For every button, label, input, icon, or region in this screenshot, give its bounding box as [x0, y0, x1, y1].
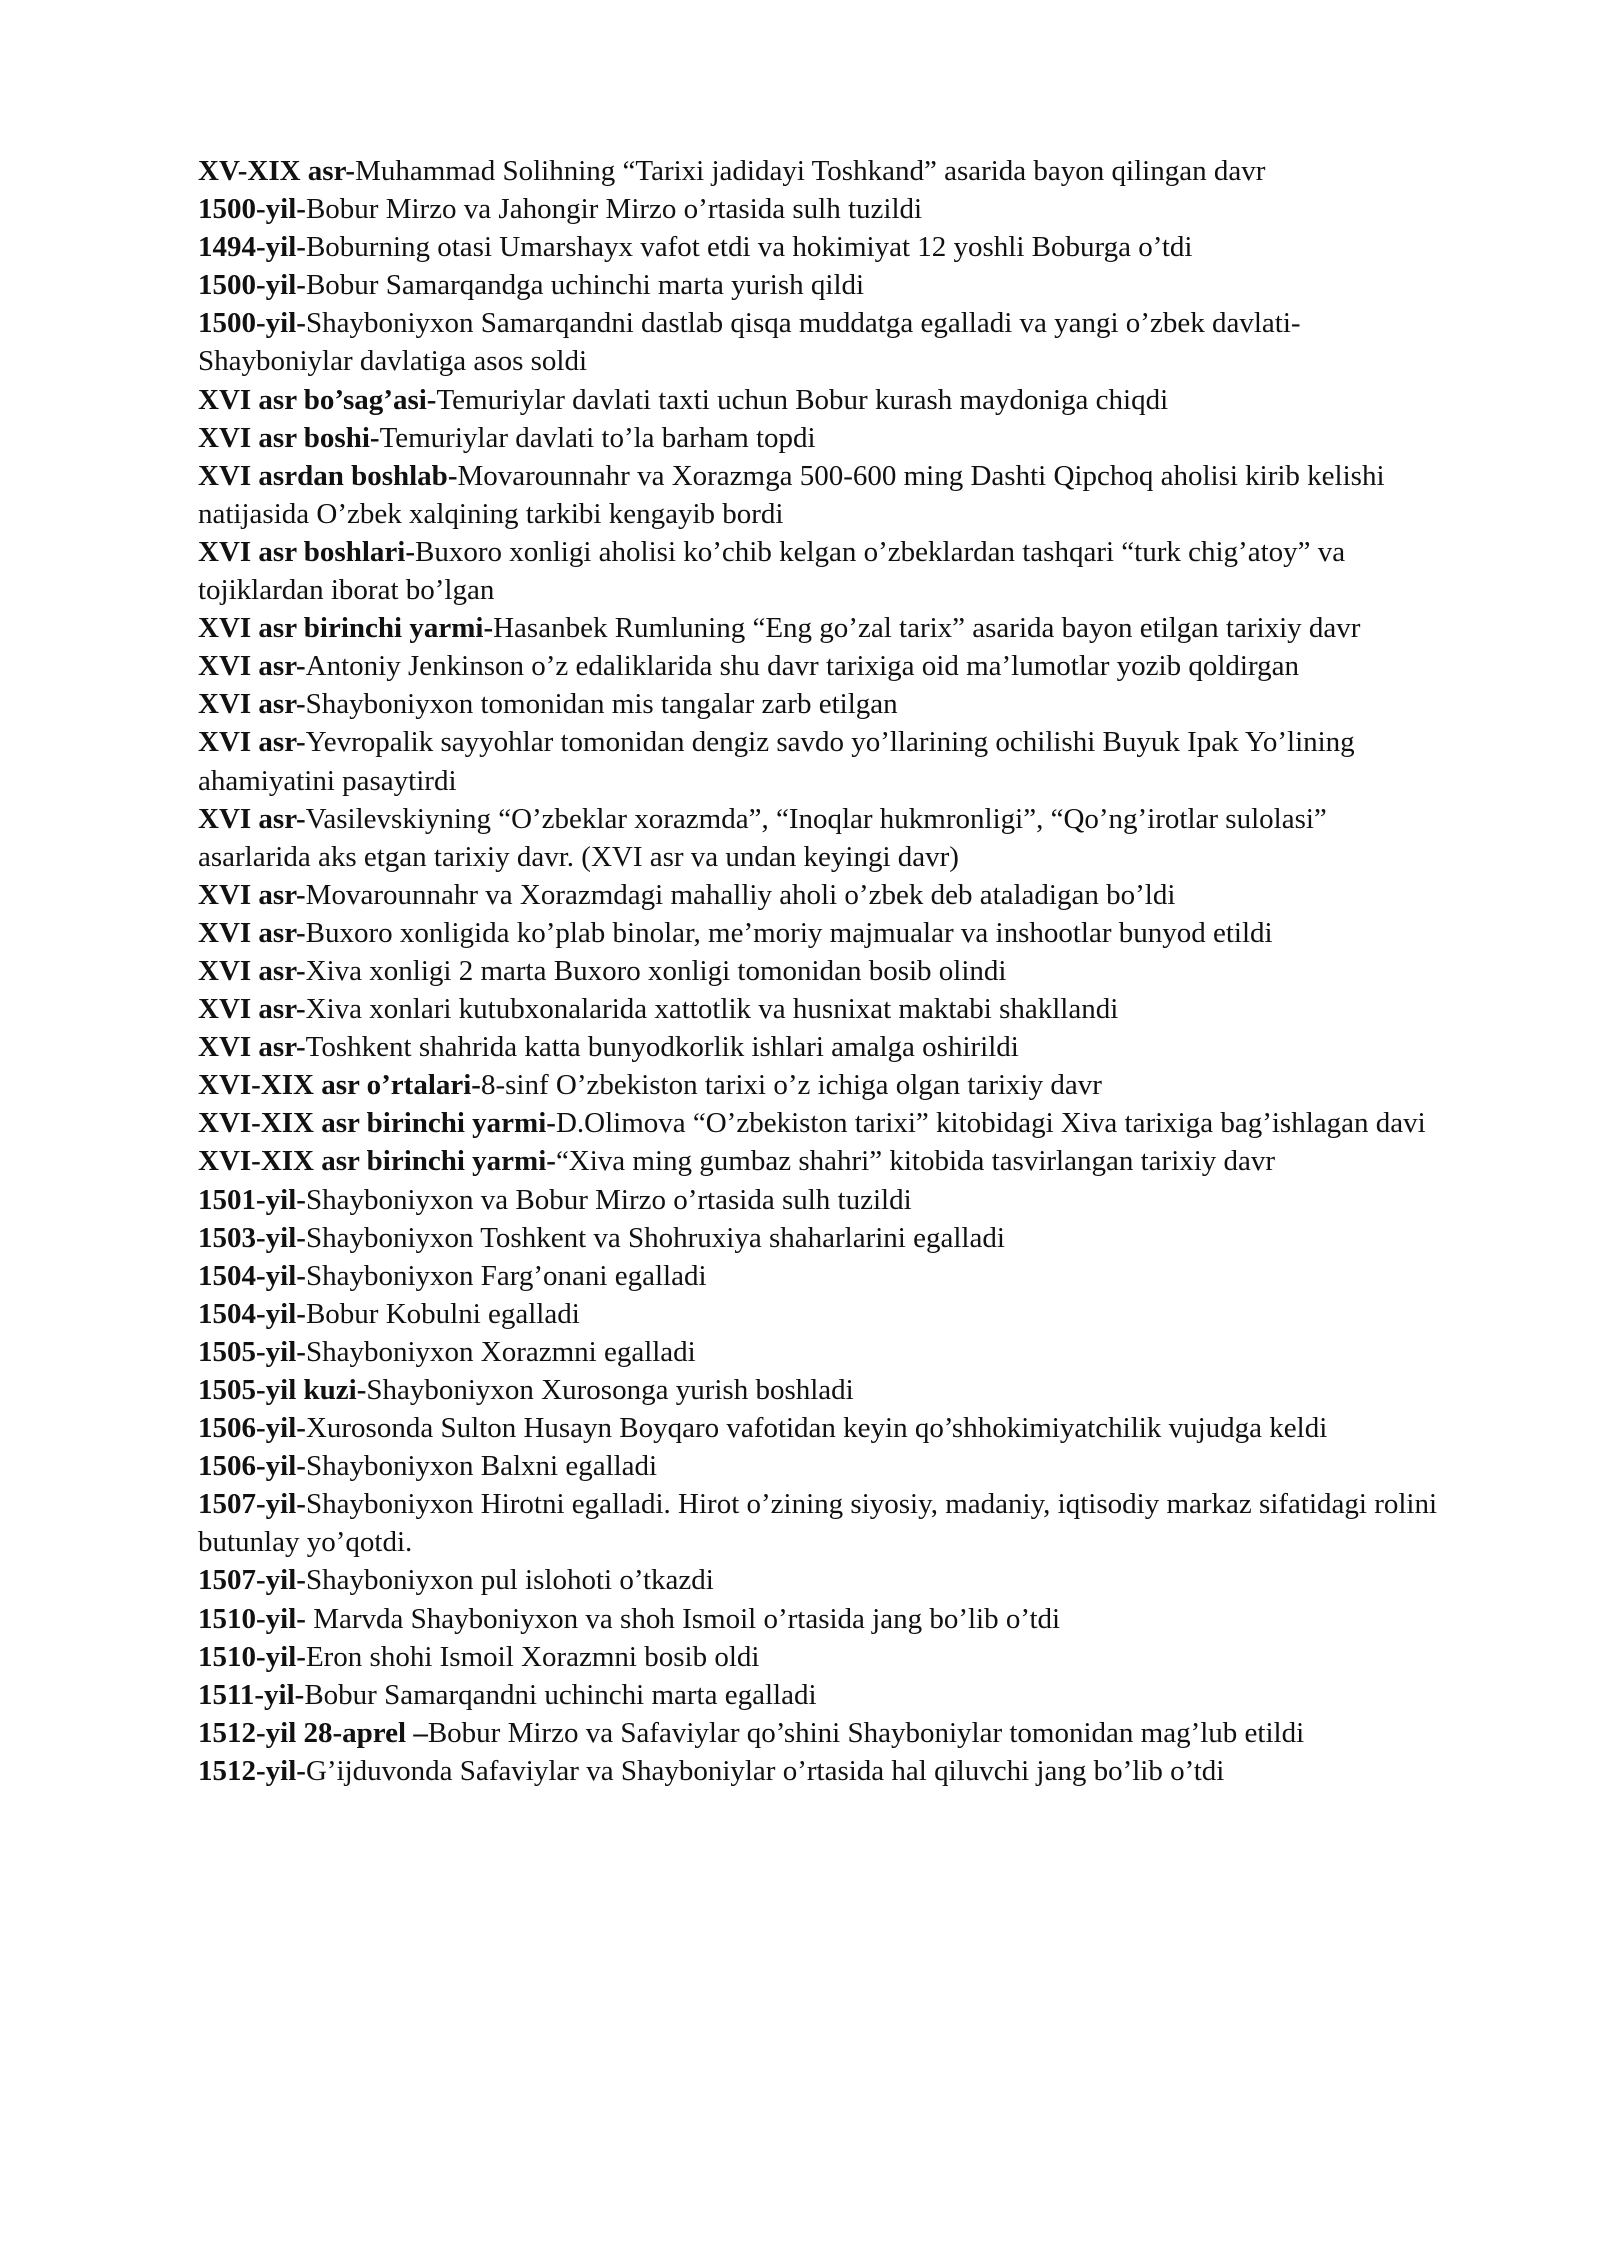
entry-text: “Xiva ming gumbaz shahri” kitobida tasvirlangan tarixiy davr	[555, 1145, 1276, 1178]
entry-text: Temuriylar davlati taxti uchun Bobur kurash maydoniga chiqdi	[436, 383, 1169, 416]
entry-text: Shayboniyxon Xurosonga yurish boshladi	[366, 1374, 854, 1406]
entry-date: 1510-yil-	[198, 1602, 306, 1635]
chronology-entry	[198, 152, 1438, 190]
entry-date: 1505-yil-	[198, 1335, 306, 1368]
chronology-entry	[198, 190, 1438, 228]
chronology-list	[198, 152, 1438, 1790]
chronology-entry	[198, 647, 1438, 685]
chronology-entry	[198, 609, 1438, 647]
entry-date: XVI asr-	[198, 878, 306, 911]
chronology-entry	[198, 1333, 1438, 1371]
chronology-entry	[198, 1409, 1438, 1447]
entry-date: 1506-yil-	[198, 1450, 306, 1483]
chronology-entry	[198, 685, 1438, 723]
chronology-entry	[198, 1371, 1438, 1409]
entry-date: XVI asr-	[198, 650, 306, 683]
entry-text: Buxoro xonligida ko’plab binolar, me’moriy majmualar va inshootlar bunyod etildi	[305, 916, 1273, 949]
chronology-entry	[198, 1752, 1438, 1790]
chronology-entry	[198, 1257, 1438, 1295]
entry-text: Yevropalik sayyohlar tomonidan dengiz savdo yo’llarining ochilishi Buyuk Ipak Yo’lining ahamiyatini pasaytirdi	[198, 726, 1355, 797]
entry-text: Vasilevskiyning “O’zbeklar xorazmda”, “Inoqlar hukmronligi”, “Qo’ng’irotlar sulolasi” asarlarida aks etgan tarixiy davr. (XVI asr va undan keyingi davr)	[198, 802, 1327, 873]
entry-text: Bobur Mirzo va Safaviylar qo’shini Shayboniylar tomonidan mag’lub etildi	[427, 1716, 1305, 1749]
entry-text: Shayboniyxon Xorazmni egalladi	[305, 1335, 696, 1368]
entry-date: 1504-yil-	[198, 1297, 306, 1330]
chronology-entry	[198, 1066, 1438, 1104]
entry-text: Temuriylar davlati to’la barham topdi	[379, 421, 816, 454]
chronology-entry	[198, 1028, 1438, 1066]
entry-date: 1494-yil-	[198, 231, 306, 264]
chronology-entry	[198, 1104, 1438, 1142]
entry-date: XVI-XIX asr birinchi yarmi-	[198, 1107, 556, 1140]
chronology-entry	[198, 1714, 1438, 1752]
entry-text: Movarounnahr va Xorazmdagi mahalliy aholi o’zbek deb ataladigan bo’ldi	[305, 878, 1176, 911]
entry-text: Xiva xonligi 2 marta Buxoro xonligi tomonidan bosib olindi	[305, 954, 1007, 987]
chronology-entry	[198, 419, 1438, 457]
entry-date: XVI asr-	[198, 993, 306, 1026]
chronology-entry	[198, 1600, 1438, 1638]
entry-text: 8-sinf O’zbekiston tarixi o’z ichiga olgan tarixiy davr	[480, 1069, 1102, 1102]
entry-date: 1511-yil-	[198, 1678, 305, 1711]
entry-text: Toshkent shahrida katta bunyodkorlik ishlari amalga oshirildi	[305, 1031, 1019, 1064]
entry-date: 1512-yil-	[198, 1754, 306, 1787]
chronology-entry	[198, 1485, 1438, 1561]
entry-date: XVI asr-	[198, 954, 306, 987]
entry-text: Eron shohi Ismoil Xorazmni bosib oldi	[305, 1640, 760, 1673]
entry-date: 1512-yil 28-aprel –	[198, 1716, 428, 1749]
chronology-entry	[198, 228, 1438, 266]
entry-date: 1504-yil-	[198, 1259, 306, 1292]
entry-text: Shayboniyxon Farg’onani egalladi	[305, 1259, 707, 1292]
entry-text: Shayboniyxon pul islohoti o’tkazdi	[305, 1564, 714, 1597]
entry-date: XVI asrdan boshlab-	[198, 459, 458, 492]
chronology-entry	[198, 457, 1438, 533]
entry-text: Bobur Samarqandni uchinchi marta egalladi	[304, 1678, 817, 1711]
chronology-entry	[198, 914, 1438, 952]
entry-date: XVI asr-	[198, 1031, 306, 1064]
entry-text: Shayboniyxon Balxni egalladi	[305, 1450, 658, 1483]
chronology-entry	[198, 1295, 1438, 1333]
chronology-entry	[198, 381, 1438, 419]
entry-text: Buxoro xonligi aholisi ko’chib kelgan o’zbeklardan tashqari “turk chig’atoy” va tojiklardan iborat bo’lgan	[198, 535, 1346, 607]
entry-text: Shayboniyxon Hirotni egalladi. Hirot o’zining siyosiy, madaniy, iqtisodiy markaz sifatidagi rolini butunlay yo’qotdi.	[198, 1488, 1438, 1559]
entry-date: 1503-yil-	[198, 1221, 306, 1254]
entry-text: Bobur Samarqandga uchinchi marta yurish qildi	[305, 269, 865, 302]
entry-text: Movarounnahr va Xorazmga 500-600 ming Dashti Qipchoq aholisi kirib kelishi natijasida O’zbek xalqining tarkibi kengayib bordi	[198, 459, 1385, 530]
entry-text: Muhammad Solihning “Tarixi jadidayi Toshkand” asarida bayon qilingan davr	[355, 155, 1266, 187]
chronology-entry	[198, 304, 1438, 380]
chronology-entry	[198, 876, 1438, 914]
entry-text: G’ijduvonda Safaviylar va Shayboniylar o’rtasida hal qiluvchi jang bo’lib o’tdi	[305, 1754, 1225, 1787]
chronology-entry	[198, 1561, 1438, 1599]
chronology-entry	[198, 266, 1438, 304]
entry-date: XVI asr-	[198, 726, 306, 759]
entry-text: Boburning otasi Umarshayx vafot etdi va hokimiyat 12 yoshli Boburga o’tdi	[305, 231, 1193, 264]
entry-date: XVI asr-	[198, 688, 306, 721]
entry-date: XVI asr boshlari-	[198, 535, 415, 568]
entry-date: 1500-yil-	[198, 193, 306, 226]
chronology-entry	[198, 1638, 1438, 1676]
entry-date: 1507-yil-	[198, 1564, 306, 1597]
entry-text: Shayboniyxon va Bobur Mirzo o’rtasida sulh tuzildi	[305, 1183, 912, 1216]
entry-date: 1505-yil kuzi-	[198, 1374, 367, 1406]
entry-date: XVI-XIX asr o’rtalari-	[198, 1069, 481, 1102]
entry-text: Antoniy Jenkinson o’z edaliklarida shu davr tarixiga oid ma’lumotlar yozib qoldirgan	[305, 650, 1299, 683]
entry-date: 1510-yil-	[198, 1640, 306, 1673]
entry-text: Bobur Kobulni egalladi	[305, 1297, 580, 1330]
chronology-entry	[198, 990, 1438, 1028]
entry-date: 1501-yil-	[198, 1183, 306, 1216]
entry-text: Hasanbek Rumluning “Eng go’zal tarix” asarida bayon etilgan tarixiy davr	[493, 612, 1361, 645]
entry-text: Shayboniyxon Samarqandni dastlab qisqa muddatga egalladi va yangi o’zbek davlati-Shayboniylar davlatiga asos soldi	[198, 307, 1301, 378]
entry-text: Marvda Shayboniyxon va shoh Ismoil o’rtasida jang bo’lib o’tdi	[305, 1602, 1061, 1635]
entry-date: XVI asr birinchi yarmi-	[198, 612, 494, 645]
entry-text: Xurosonda Sulton Husayn Boyqaro vafotidan keyin qo’shhokimiyatchilik vujudga keldi	[305, 1412, 1328, 1445]
entry-date: XVI asr boshi-	[198, 421, 380, 454]
entry-text: Bobur Mirzo va Jahongir Mirzo o’rtasida sulh tuzildi	[305, 193, 923, 226]
entry-text: Shayboniyxon Toshkent va Shohruxiya shaharlarini egalladi	[305, 1221, 1005, 1254]
chronology-entry	[198, 723, 1438, 799]
entry-date: XVI asr bo’sag’asi-	[198, 383, 437, 416]
entry-date: 1506-yil-	[198, 1412, 306, 1445]
entry-text: Xiva xonlari kutubxonalarida xattotlik va husnixat maktabi shakllandi	[305, 993, 1119, 1026]
entry-date: XVI asr-	[198, 802, 306, 835]
entry-date: 1500-yil-	[198, 307, 306, 340]
chronology-entry	[198, 1219, 1438, 1257]
entry-date: XV-XIX asr-	[198, 155, 356, 187]
chronology-entry	[198, 1142, 1438, 1180]
chronology-entry	[198, 800, 1438, 876]
document-page	[198, 152, 1438, 1790]
entry-date: 1500-yil-	[198, 269, 306, 302]
chronology-entry	[198, 533, 1438, 609]
entry-date: XVI-XIX asr birinchi yarmi-	[198, 1145, 556, 1178]
chronology-entry	[198, 1447, 1438, 1485]
entry-text: D.Olimova “O’zbekiston tarixi” kitobidagi Xiva tarixiga bag’ishlagan davi	[555, 1107, 1426, 1140]
chronology-entry	[198, 1181, 1438, 1219]
entry-date: 1507-yil-	[198, 1488, 306, 1521]
chronology-entry	[198, 1676, 1438, 1714]
entry-text: Shayboniyxon tomonidan mis tangalar zarb etilgan	[305, 688, 898, 721]
chronology-entry	[198, 952, 1438, 990]
entry-date: XVI asr-	[198, 916, 306, 949]
